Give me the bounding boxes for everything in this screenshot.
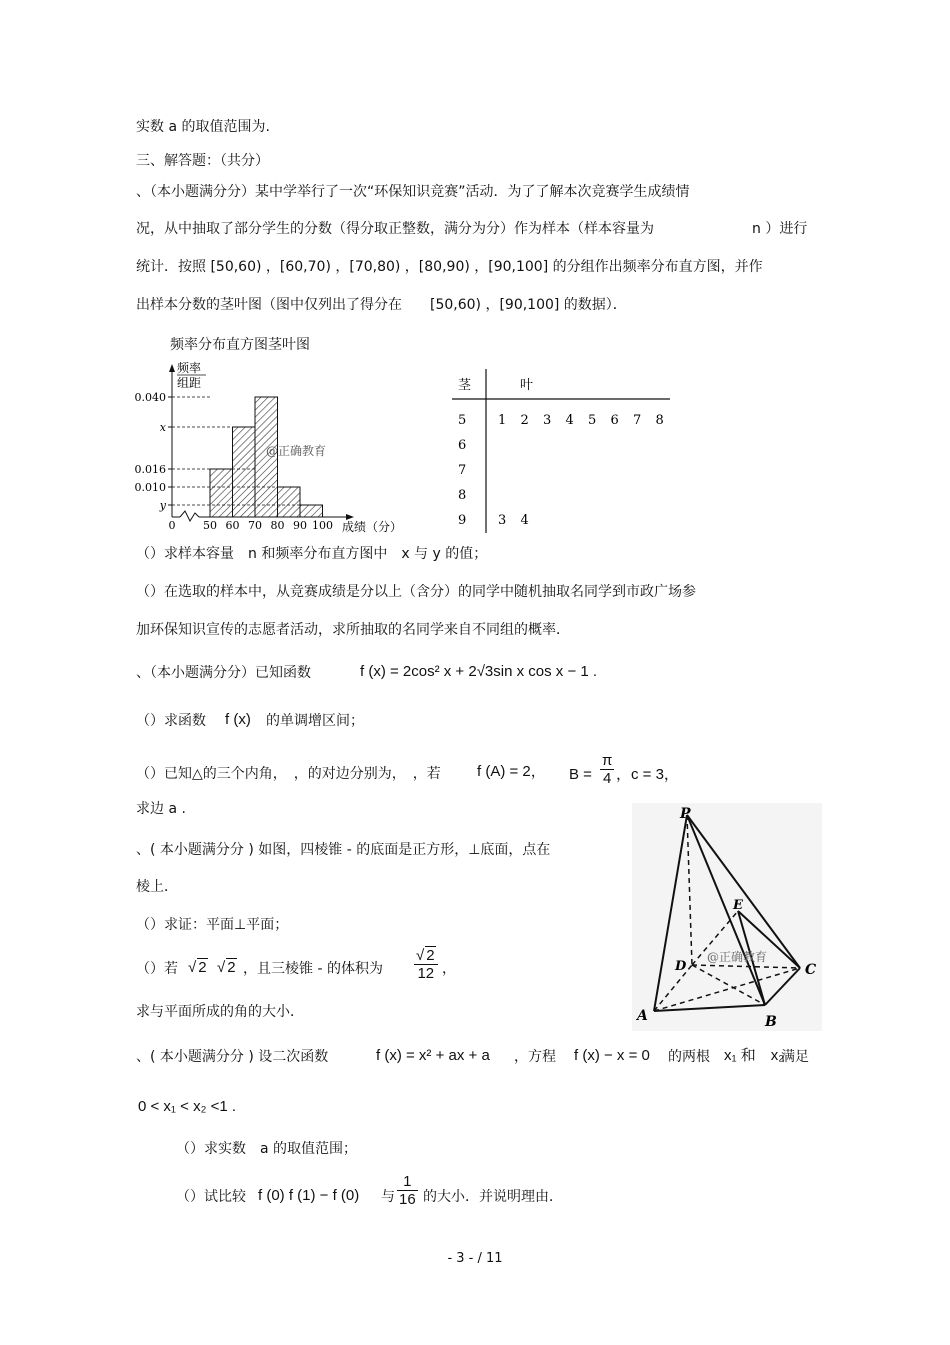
section-heading: 三、解答题：（共分） [136, 153, 269, 169]
q2-B-eq: B = [569, 766, 592, 783]
leaf-value: 7 [633, 413, 642, 428]
q4-equation-word: ，方程 [514, 1049, 556, 1065]
q1-part1: （）求样本容量 n 和频率分布直方图中 x 与 y 的值； [136, 546, 488, 562]
label-E: E [733, 898, 743, 913]
label-D: D [675, 959, 687, 974]
x-tick-label: 90 [293, 519, 307, 532]
q3-heading: 、( 本小题满分分 ) 如图，四棱锥 - 的底面是正方形，⊥底面，点在 [136, 842, 551, 858]
q3-sqrt2-b: √ 2 [217, 959, 236, 976]
stem-value: 5 [458, 413, 467, 428]
q2-ask: 求边 a . [136, 801, 186, 817]
leaf-value: 6 [610, 413, 619, 428]
q3-comma: ， [442, 961, 456, 977]
q3-part2-mid: ，且三棱锥 - 的体积为 [243, 961, 383, 977]
y-axis-label-top: 频率 [177, 361, 202, 375]
y-tick-label: 0.040 [134, 391, 166, 404]
q4-compare-expr: f (0) f (1) − f (0) [258, 1187, 360, 1204]
frac-den: 12 [417, 965, 435, 982]
pyramid-figure [632, 803, 822, 1031]
q4-roots-word: 的两根 [668, 1049, 710, 1065]
q3-volume-frac [414, 946, 438, 982]
y-tick-label: y [159, 499, 166, 512]
frac-den: 16 [399, 1191, 416, 1208]
frac-num: π [602, 752, 613, 769]
pyramid-watermark: @正确教育 [707, 950, 768, 964]
stem-value: 7 [458, 463, 467, 478]
stem-value: 9 [458, 513, 467, 528]
leaf-value: 3 [498, 513, 507, 528]
q1-intro-2: 况，从中抽取了部分学生的分数（得分取正整数，满分为分）作为样本（样本容量为 [136, 221, 654, 237]
leaf-value: 4 [565, 413, 574, 428]
q1-intro-4: 出样本分数的茎叶图（图中仅列出了得分在 [50,60) ，[90,100] 的数据）． [136, 297, 627, 313]
label-A: A [637, 1008, 648, 1024]
y-tick-label: 0.016 [134, 463, 166, 476]
q2-part1-end: 的单调增区间； [266, 713, 364, 729]
leaf-value: 4 [520, 513, 529, 528]
q3-part1: （）求证：平面⊥平面； [136, 917, 289, 933]
figure-caption: 频率分布直方图茎叶图 [170, 337, 310, 353]
q2-part2: （）已知△的三个内角， ，的对边分别为， ，若 [136, 766, 441, 782]
x-tick-label: 80 [270, 519, 285, 532]
leaf-value: 8 [655, 413, 664, 428]
frequency-histogram [128, 360, 428, 535]
y-axis-label-bottom: 组距 [177, 376, 202, 390]
histogram-bar [210, 469, 233, 517]
label-C: C [805, 962, 817, 978]
q2-c-eq: ，c = 3， [616, 766, 679, 783]
q2-function-def: f (x) = 2cos² x + 2√3sin x cos x − 1 . [360, 663, 598, 680]
q3-part2: （）若 [136, 961, 178, 977]
page-number: - 3 - / 11 [447, 1251, 503, 1266]
histogram-bar [233, 427, 256, 517]
radicand: 2 [198, 959, 207, 976]
q3-part2-ask: 求与平面所成的角的大小． [136, 1004, 304, 1020]
y-tick-label: x [159, 421, 166, 434]
q1-intro: 、（本小题满分分）某中学举行了一次“环保知识竞赛”活动．为了了解本次竞赛学生成绩情 [136, 184, 690, 200]
leaf-value: 1 [498, 413, 507, 428]
stem-leaf-plot [450, 365, 680, 535]
q4-inequality: 0 < x₁ < x₂ <1 . [138, 1098, 237, 1115]
q2-part1: （）求函数 [136, 713, 206, 729]
chart-watermark: @正确教育 [266, 444, 327, 458]
axis-break [180, 511, 199, 521]
x-tick-label: 100 [312, 519, 333, 532]
q4-satisfy: 满足 [781, 1049, 809, 1065]
x-tick-label: 50 [203, 519, 217, 532]
q3-sqrt2-a: √ 2 [188, 959, 207, 976]
q2-heading: 、（本小题满分分）已知函数 [136, 665, 311, 681]
q4-roots: x₁ 和 x₂ [724, 1047, 785, 1064]
y-tick-label: 0 [168, 519, 176, 532]
label-P: P [680, 806, 691, 822]
q4-heading: 、( 本小题满分分 ) 设二次函数 [136, 1049, 329, 1065]
q1-part2: （）在选取的样本中，从竞赛成绩是分以上（含分）的同学中随机抽取名同学到市政广场参 [136, 584, 696, 600]
y-axis-arrow [169, 364, 175, 372]
q2-fx: f (x) [225, 711, 251, 728]
leaf-header: 叶 [520, 378, 534, 393]
q3-heading-2: 棱上． [136, 879, 178, 895]
stem-header: 茎 [458, 378, 472, 393]
q4-quadratic: f (x) = x² + ax + a [376, 1047, 490, 1064]
q4-one-sixteenth [397, 1173, 418, 1208]
q4-part1: （）求实数 a 的取值范围； [176, 1141, 358, 1157]
q4-and: 与 [381, 1189, 395, 1205]
histogram-bar [300, 505, 323, 517]
q2-fA: f (A) = 2， [477, 763, 546, 780]
leaf-value: 2 [520, 413, 529, 428]
q4-part2: （）试比较 [176, 1189, 246, 1205]
q4-part2-end: 的大小．并说明理由． [423, 1189, 563, 1205]
leaf-value: 3 [543, 413, 552, 428]
frac-den: 4 [603, 770, 612, 787]
y-tick-label: 0.010 [134, 481, 166, 494]
x-tick-label: 60 [225, 519, 240, 532]
q1-part2-cont: 加环保知识宣传的志愿者活动，求所抽取的名同学来自不同组的概率． [136, 622, 570, 638]
stem-value: 6 [458, 438, 467, 453]
radicand: 2 [227, 959, 236, 976]
q1-intro-2b: n ）进行 [752, 221, 808, 237]
q2-pi-over-4 [600, 752, 614, 787]
q4-root-eq: f (x) − x = 0 [574, 1047, 650, 1064]
x-tick-label: 70 [248, 519, 262, 532]
stem-value: 8 [458, 488, 467, 503]
histogram-bar [278, 487, 301, 517]
frac-num: 1 [397, 1173, 418, 1191]
label-B: B [765, 1014, 777, 1030]
q1-intro-3: 统计．按照 [50,60) ，[60,70) ，[70,80) ，[80,90) ，[90,100] 的分组作出频率分布直方图，并作 [136, 259, 763, 275]
frac-num: √ 2 [414, 946, 438, 965]
leaf-value: 5 [588, 413, 597, 428]
x-axis-label: 成绩（分） [342, 520, 403, 534]
text-line: 实数 a 的取值范围为. [136, 119, 270, 135]
